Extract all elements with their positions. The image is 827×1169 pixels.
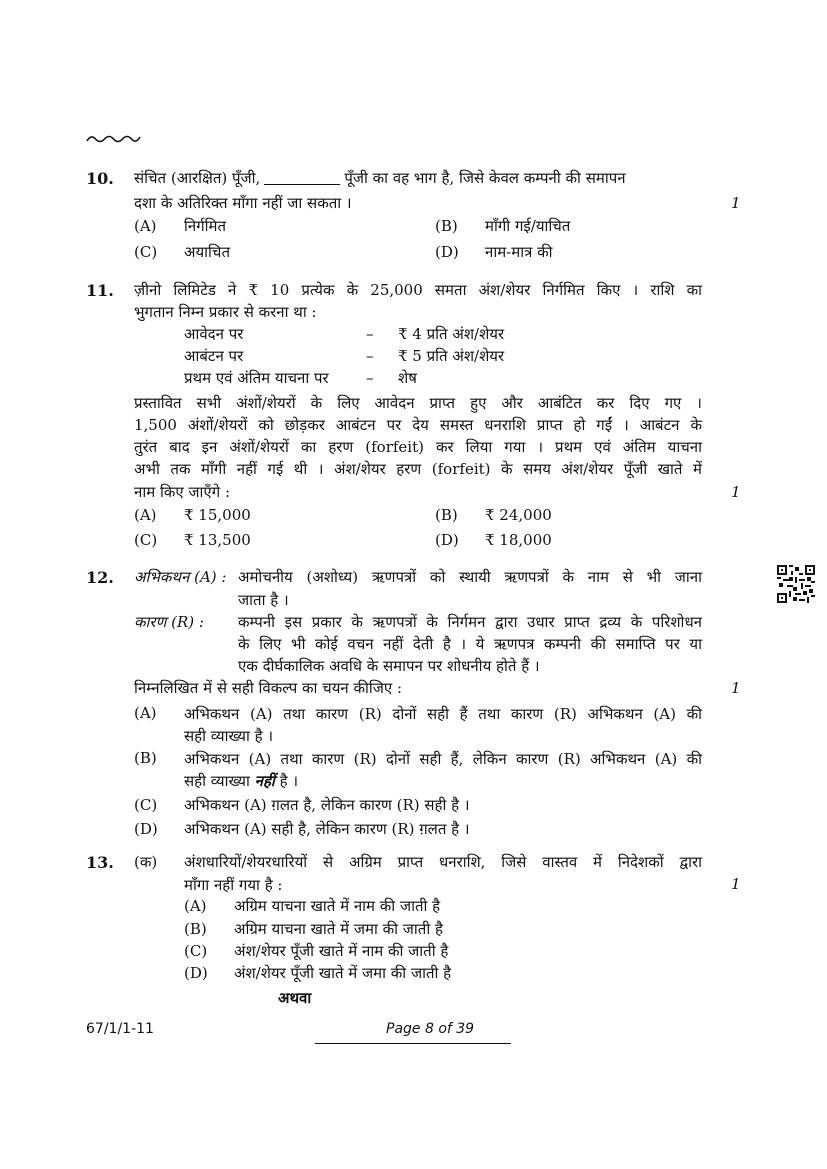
question-text-line: भुगतान निम्न प्रकार से करना था : bbox=[134, 303, 317, 321]
option-a: (A) निर्गमित bbox=[134, 217, 227, 235]
marks: 1 bbox=[731, 679, 741, 697]
footer-divider bbox=[315, 1043, 511, 1044]
option-b: (B) bbox=[134, 749, 157, 767]
question-text-line: माँगा नहीं गया है : bbox=[184, 876, 283, 894]
wave-icon bbox=[86, 132, 142, 146]
reason-text: के लिए भी कोई वचन नहीं देती है । ये ऋणपत्र कम्पनी की समाप्ति पर या bbox=[238, 635, 702, 653]
marks: 1 bbox=[731, 483, 741, 501]
option-d: (D) नाम-मात्र की bbox=[435, 243, 553, 261]
option-c: (C) अंश/शेयर पूँजी खाते में नाम की जाती है bbox=[184, 942, 449, 960]
option-b: (B) माँगी गई/याचित bbox=[435, 217, 571, 235]
question-body-line: प्रस्तावित सभी अंशों/शेयरों के लिए आवेदन प्राप्त हुए और आबंटित कर दिए गए । bbox=[134, 394, 702, 412]
question-body-line: नाम किए जाएँगे : bbox=[134, 483, 230, 501]
assertion-text: अमोचनीय (अशोध्य) ऋणपत्रों को स्थायी ऋणपत्रों के नाम से भी जाना bbox=[238, 568, 702, 586]
question-number: 12. bbox=[86, 568, 114, 587]
option-a: (A) ₹ 15,000 bbox=[134, 506, 251, 524]
qr-code bbox=[777, 565, 815, 603]
question-text-line: अंशधारियों/शेयरधारियों से अग्रिम प्राप्त धनराशि, जिसे वास्तव में निदेशकों द्वारा bbox=[184, 853, 702, 871]
question-text-line: संचित (आरक्षित) पूँजी, पूँजी का वह भाग है, जिसे केवल कम्पनी की समापन bbox=[134, 169, 626, 187]
option-b: (B) अग्रिम याचना खाते में जमा की जाती है bbox=[184, 920, 443, 938]
paper-code: 67/1/1-11 bbox=[86, 1021, 154, 1037]
option-c: (C) अभिकथन (A) ग़लत है, लेकिन कारण (R) सही है । bbox=[134, 796, 470, 814]
question-number: 13. bbox=[86, 853, 114, 872]
option-b: (B) ₹ 24,000 bbox=[435, 506, 552, 524]
question-part: (क) bbox=[134, 853, 158, 871]
option-d: (D) अभिकथन (A) सही है, लेकिन कारण (R) ग़लत है । bbox=[134, 820, 470, 838]
question-body-line: अभी तक माँगी नहीं गई थी । अंश/शेयर हरण (forfeit) के समय अंश/शेयर पूँजी खाते में bbox=[134, 460, 702, 478]
payment-row: आवेदन पर – ₹ 4 प्रति अंश/शेयर bbox=[184, 325, 505, 343]
payment-row: प्रथम एवं अंतिम याचना पर – शेष bbox=[184, 369, 417, 387]
option-c: (C) ₹ 13,500 bbox=[134, 531, 251, 549]
instruction-text: निम्नलिखित में से सही विकल्प का चयन कीजिए : bbox=[134, 679, 403, 697]
or-separator: अथवा bbox=[278, 989, 312, 1007]
assertion-text: जाता है । bbox=[238, 591, 289, 609]
question-number: 10. bbox=[86, 169, 114, 188]
marks: 1 bbox=[731, 194, 741, 212]
emphasis-not: नहीं bbox=[254, 772, 275, 790]
option-c: (C) अयाचित bbox=[134, 243, 231, 261]
question-text-line: दशा के अतिरिक्त माँगा नहीं जा सकता । bbox=[134, 194, 352, 212]
reason-label: कारण (R) : bbox=[134, 613, 204, 631]
qr-code-icon bbox=[777, 565, 815, 603]
option-b-text: अभिकथन (A) तथा कारण (R) दोनों सही हैं, लेकिन कारण (R) अभिकथन (A) की bbox=[184, 750, 702, 768]
reason-text: एक दीर्घकालिक अवधि के समापन पर शोधनीय होते हैं । bbox=[238, 657, 540, 675]
option-d: (D) अंश/शेयर पूँजी खाते में जमा की जाती है bbox=[184, 964, 452, 982]
question-body-line: 1,500 अंशों/शेयरों को छोड़कर आबंटन पर देय समस्त धनराशि प्राप्त हो गईं । आबंटन के bbox=[134, 416, 702, 434]
fill-blank bbox=[264, 184, 340, 185]
question-number: 11. bbox=[86, 281, 114, 300]
page-number: Page 8 of 39 bbox=[386, 1021, 475, 1037]
option-b-text: सही व्याख्या नहीं है । bbox=[184, 772, 299, 790]
question-body-line: तुरंत बाद इन अंशों/शेयरों का हरण (forfeit) कर लिया गया । प्रथम एवं अंतिम याचना bbox=[134, 438, 702, 456]
reason-text: कम्पनी इस प्रकार के ऋणपत्रों के निर्गमन द्वारा उधार प्राप्त द्रव्य के परिशोधन bbox=[238, 613, 702, 631]
option-a-text: अभिकथन (A) तथा कारण (R) दोनों सही हैं तथा कारण (R) अभिकथन (A) की bbox=[184, 705, 702, 723]
question-text-line: ज़ीनो लिमिटेड ने ₹ 10 प्रत्येक के 25,000 समता अंश/शेयर निर्गमित किए । राशि का bbox=[134, 281, 702, 299]
payment-row: आबंटन पर – ₹ 5 प्रति अंश/शेयर bbox=[184, 347, 505, 365]
marks: 1 bbox=[731, 875, 741, 893]
option-a: (A) अग्रिम याचना खाते में नाम की जाती है bbox=[184, 897, 441, 915]
wave-decoration bbox=[86, 132, 142, 150]
assertion-label: अभिकथन (A) : bbox=[134, 568, 227, 586]
option-d: (D) ₹ 18,000 bbox=[435, 531, 552, 549]
option-a: (A) bbox=[134, 704, 157, 722]
option-a-text: सही व्याख्या है । bbox=[184, 727, 274, 745]
